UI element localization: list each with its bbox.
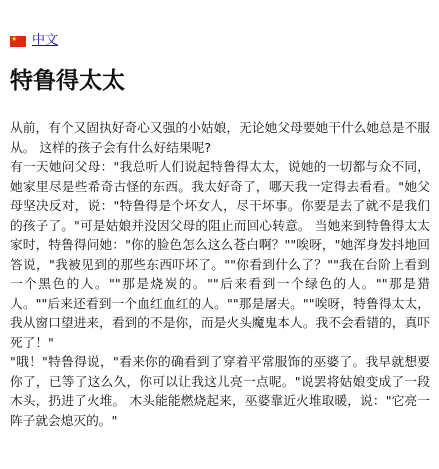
language-switcher[interactable] xyxy=(10,33,58,49)
story-body xyxy=(10,118,430,430)
story-paragraph: "哦！"特鲁得说，"看来你的确看到了穿着平常服饰的巫婆了。我早就想要你了，已等了这么久，你可以让我这儿亮一点呢。"说罢将姑娘变成了一段木头，扔进了火堆。 木头能能燃烧起来，巫婆靠近火堆取暖，说："它亮一阵子就会熄灭的。" xyxy=(10,354,430,428)
language-link-chinese[interactable]: 中文 xyxy=(32,33,59,48)
story-paragraph: 从前，有个又固执好奇心又强的小姑娘，无论她父母要她干什么她总是不服从。 这样的孩子会有什么好结果呢? xyxy=(10,120,430,155)
china-flag-icon[interactable]: ★ xyxy=(10,36,26,47)
story-paragraph: 有一天她问父母："我总听人们说起特鲁得太太，说她的一切都与众不同，她家里尽是些希奇古怪的东西。我太好奇了，哪天我一定得去看看。"她父母坚决反对，说："特鲁得是个坏女人，尽干坏事。你要是去了就不是我们的孩子了。"可是姑娘并没因父母的阻止而回心转意。 当她来到特鲁得太太家时，特鲁得问她："你的脸色怎么这么苍白啊？""唉呀，"她浑身发抖地回答说，"我被见到的那些东西吓坏了。""你看到什么了？""我在台阶上看到一个黑色的人。""那是烧炭的。""后来看到一个绿色的人。""那是猎人。""后来还看到一个血红血红的人。""那是屠夫。""唉呀，特鲁得太太，我从窗口望进来，看到的不是你，而是火头魔鬼本人。我不会看错的，真吓死了！" xyxy=(10,159,430,350)
story-title: 特鲁得太太 xyxy=(10,68,125,94)
